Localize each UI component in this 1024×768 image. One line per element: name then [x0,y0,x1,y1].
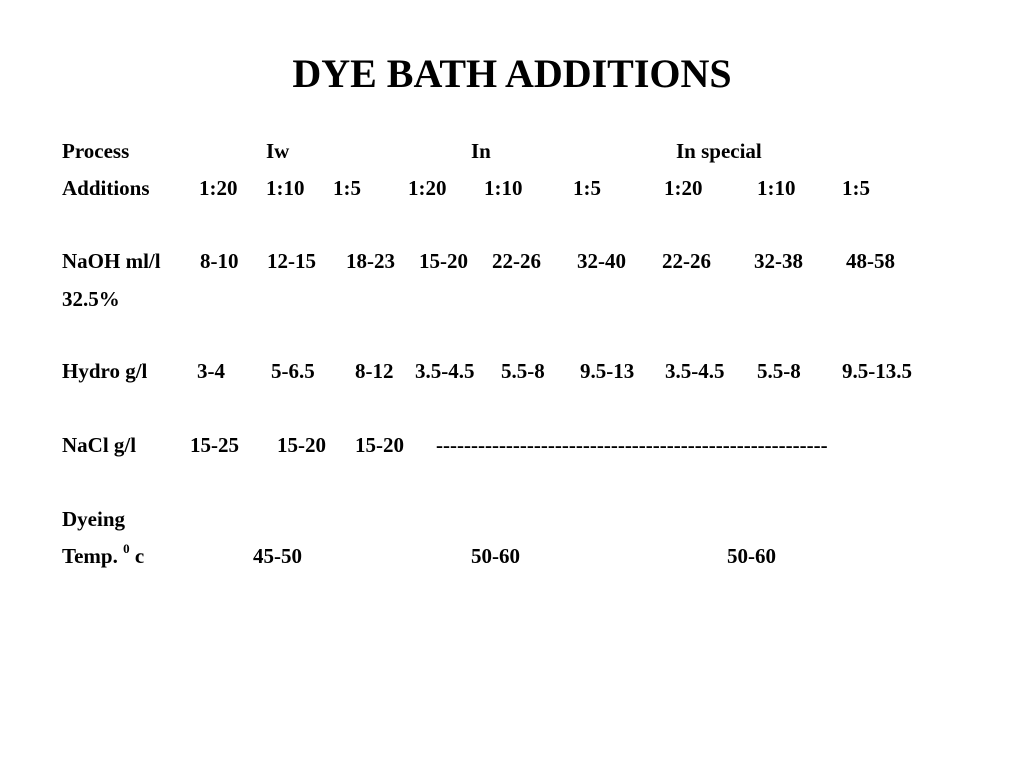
slide-title: DYE BATH ADDITIONS [292,51,732,96]
naoh-value: 15-20 [419,249,468,273]
ratio-cell: 1:20 [199,176,238,200]
temp-value-iw: 45-50 [253,544,302,568]
nacl-dashes: -------------------------------------------------------- [436,433,828,457]
naoh-value: 22-26 [662,249,711,273]
ratio-cell: 1:5 [333,176,361,200]
naoh-value: 12-15 [267,249,316,273]
nacl-value: 15-20 [277,433,326,457]
degree-superscript: 0 [123,541,130,556]
hydro-value: 3.5-4.5 [665,359,725,383]
hydro-value: 8-12 [355,359,394,383]
temp-text: Temp. [62,544,118,568]
naoh-value: 22-26 [492,249,541,273]
hydro-value: 5.5-8 [757,359,801,383]
nacl-value: 15-20 [355,433,404,457]
hydro-value: 5.5-8 [501,359,545,383]
ratio-cell: 1:10 [757,176,796,200]
naoh-label: NaOH ml/l [62,249,161,273]
hydro-value: 3.5-4.5 [415,359,475,383]
ratio-cell: 1:5 [842,176,870,200]
naoh-value: 8-10 [200,249,239,273]
temp-value-in-special: 50-60 [727,544,776,568]
additions-label: Additions [62,176,150,200]
group-header-in-special: In special [676,139,762,163]
group-header-in: In [471,139,491,163]
ratio-cell: 1:5 [573,176,601,200]
hydro-value: 9.5-13.5 [842,359,912,383]
group-header-iw: Iw [266,139,290,163]
process-label: Process [62,139,130,163]
temp-unit: c [134,544,145,568]
nacl-value: 15-25 [190,433,239,457]
ratio-cell: 1:10 [484,176,523,200]
temp-value-in: 50-60 [471,544,520,568]
naoh-value: 32-40 [577,249,626,273]
ratio-cell: 1:20 [408,176,447,200]
dyeing-label: Dyeing [62,507,125,531]
nacl-label: NaCl g/l [62,433,137,457]
temp-label [62,543,144,569]
naoh-value: 18-23 [346,249,395,273]
ratio-cell: 1:20 [664,176,703,200]
ratio-cell: 1:10 [266,176,305,200]
hydro-value: 9.5-13 [580,359,635,383]
naoh-value: 32-38 [754,249,803,273]
naoh-concentration: 32.5% [62,287,120,311]
naoh-value: 48-58 [846,249,895,273]
hydro-value: 5-6.5 [271,359,315,383]
hydro-label: Hydro g/l [62,359,148,383]
hydro-value: 3-4 [197,359,225,383]
